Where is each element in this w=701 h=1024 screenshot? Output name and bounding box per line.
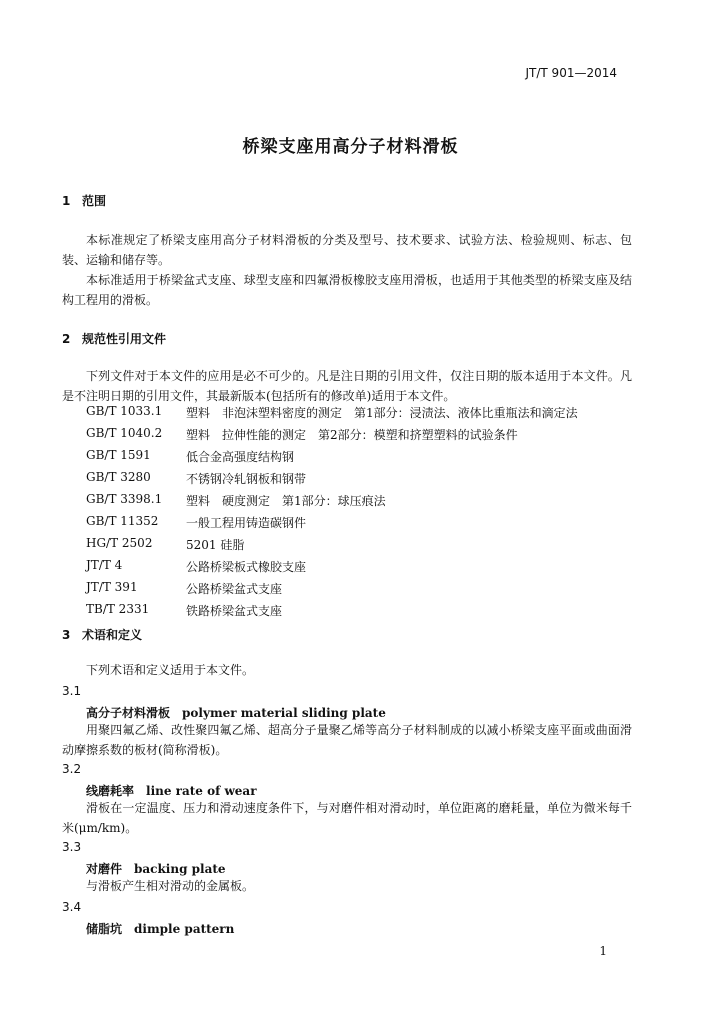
section-title: 范围: [82, 194, 107, 208]
reference-title: 一般工程用铸造碳钢件: [186, 516, 307, 530]
section-2-heading: [62, 330, 166, 347]
reference-row: [86, 580, 578, 602]
reference-code: JT/T 4: [86, 558, 123, 572]
term-en: line rate of wear: [146, 784, 257, 798]
section-title: 规范性引用文件: [82, 332, 167, 346]
reference-title: 塑料 硬度测定 第1部分：球压痕法: [186, 494, 386, 508]
reference-code: GB/T 3398.1: [86, 492, 163, 506]
reference-row: [86, 492, 578, 514]
reference-row: [86, 404, 578, 426]
standard-code: JT/T 901—2014: [525, 66, 617, 80]
reference-row: [86, 448, 578, 470]
reference-code: JT/T 391: [86, 580, 138, 594]
reference-list: [86, 404, 578, 624]
section-title: 术语和定义: [82, 628, 143, 642]
term-definition: 与滑板产生相对滑动的金属板。: [86, 879, 255, 893]
term-heading: [86, 920, 234, 937]
term-heading: [86, 704, 386, 721]
section-number: 3: [62, 628, 71, 642]
term-heading: [86, 782, 257, 799]
reference-title: 铁路桥梁盆式支座: [186, 604, 283, 618]
reference-row: [86, 536, 578, 558]
term-definition: 用聚四氟乙烯、改性聚四氟乙烯、超高分子量聚乙烯等高分子材料制成的以减小桥梁支座平面或曲面滑动摩擦系数的板材(简称滑板)。: [62, 723, 632, 757]
term-number: 3.1: [62, 684, 82, 698]
page-number: 1: [599, 944, 607, 958]
reference-title: 塑料 拉伸性能的测定 第2部分：模塑和挤塑塑料的试验条件: [186, 428, 518, 442]
reference-code: TB/T 2331: [86, 602, 150, 616]
term-en: backing plate: [134, 862, 226, 876]
paragraph: 本标准规定了桥梁支座用高分子材料滑板的分类及型号、技术要求、试验方法、检验规则、标志、包装、运输和储存等。: [62, 233, 632, 267]
section-1-heading: [62, 192, 106, 209]
reference-code: GB/T 1591: [86, 448, 151, 462]
reference-title: 塑料 非泡沫塑料密度的测定 第1部分：浸渍法、液体比重瓶法和滴定法: [186, 406, 578, 420]
reference-row: [86, 470, 578, 492]
reference-row: [86, 602, 578, 624]
reference-title: 5201 硅脂: [186, 538, 245, 552]
term-zh: 线磨耗率: [86, 784, 135, 798]
paragraph: 下列文件对于本文件的应用是必不可少的。凡是注日期的引用文件，仅注日期的版本适用于本文件。凡是不注明日期的引用文件，其最新版本(包括所有的修改单)适用于本文件。: [62, 369, 632, 403]
reference-code: GB/T 1040.2: [86, 426, 163, 440]
term-en: dimple pattern: [134, 922, 235, 936]
document-title: 桥梁支座用高分子材料滑板: [242, 137, 459, 157]
reference-code: GB/T 1033.1: [86, 404, 163, 418]
paragraph: 本标准适用于桥梁盆式支座、球型支座和四氟滑板橡胶支座用滑板，也适用于其他类型的桥梁支座及结构工程用的滑板。: [62, 273, 632, 307]
term-zh: 储脂坑: [86, 922, 123, 936]
term-en: polymer material sliding plate: [182, 706, 386, 720]
reference-title: 不锈钢冷轧钢板和钢带: [186, 472, 307, 486]
term-heading: [86, 860, 226, 877]
term-number: 3.3: [62, 840, 82, 854]
term-number: 3.2: [62, 762, 82, 776]
term-number: 3.4: [62, 900, 82, 914]
section-3-heading: [62, 626, 142, 643]
reference-code: GB/T 3280: [86, 470, 151, 484]
term-definition: 滑板在一定温度、压力和滑动速度条件下，与对磨件相对滑动时，单位距离的磨耗量，单位为微米每千米(μm/km)。: [62, 801, 632, 835]
paragraph: 下列术语和定义适用于本文件。: [86, 663, 255, 677]
term-zh: 高分子材料滑板: [86, 706, 171, 720]
reference-code: GB/T 11352: [86, 514, 159, 528]
term-zh: 对磨件: [86, 862, 123, 876]
reference-row: [86, 558, 578, 580]
section-number: 2: [62, 332, 71, 346]
reference-row: [86, 514, 578, 536]
section-number: 1: [62, 194, 71, 208]
reference-title: 低合金高强度结构钢: [186, 450, 295, 464]
reference-title: 公路桥梁板式橡胶支座: [186, 560, 307, 574]
reference-title: 公路桥梁盆式支座: [186, 582, 283, 596]
reference-code: HG/T 2502: [86, 536, 153, 550]
reference-row: [86, 426, 578, 448]
